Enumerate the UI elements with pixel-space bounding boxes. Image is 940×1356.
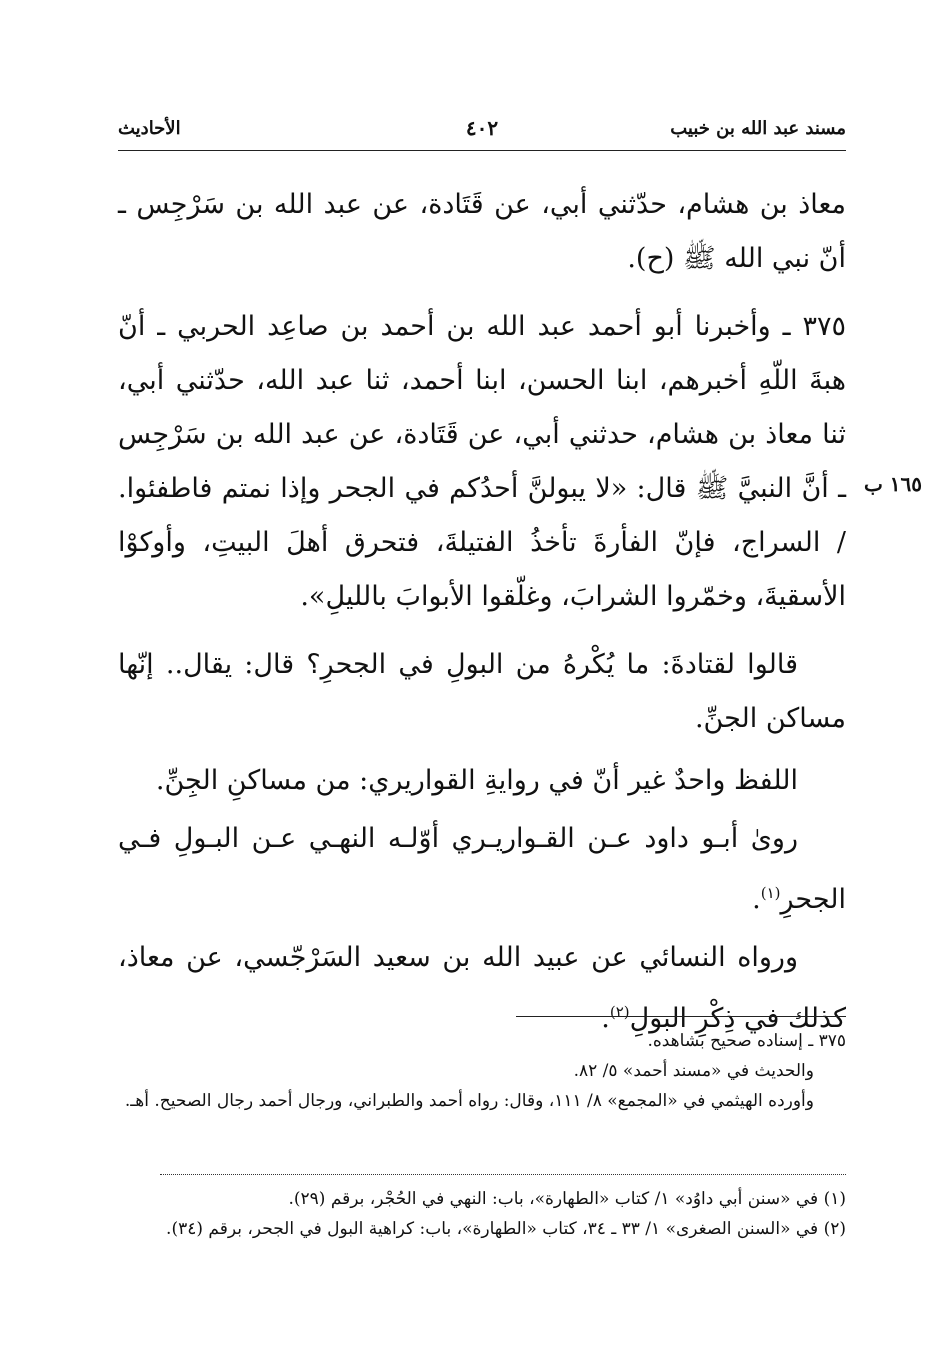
footnote-2: (٢) في «السنن الصغرى» ١/ ٣٣ ـ ٣٤، كتاب «الطهارة»، باب: كراهية البول في الجحر، برقم (٣٤).: [166, 1219, 846, 1239]
paragraph-1: معاذ بن هشام، حدّثني أبي، عن قَتَادة، عن عبد الله بن سَرْجِس ـ أنّ نبي الله ﷺ (ح).: [118, 189, 846, 274]
commentary: [118, 1026, 846, 1116]
footnote-ref-2: (٢): [609, 1003, 630, 1021]
paragraph-6: ورواه النسائي عن عبيد الله بن سعيد السَرْجّسي، عن معاذ، كذلك في ذِكْرِ البولِ$^{(٢)}$.: [118, 942, 846, 1034]
commentary-rule: [516, 1016, 846, 1017]
section-title: الأحاديث: [118, 118, 181, 139]
footnotes: [118, 1184, 846, 1244]
running-header: [118, 112, 846, 146]
paragraph-3: قالوا لقتادةَ: ما يُكْرهُ من البولِ في الجحرِ؟ قال: يقال.. إنّها مساكن الجنِّ.: [118, 649, 846, 734]
paragraph-hadith-375: ٣٧٥ ـ وأخبرنا أبو أحمد عبد الله بن أحمد بن صاعِد الحربي ـ أنّ هبةَ اللّهِ أخبرهم، ابنا الحسن، ابنا أحمد، ثنا عبد الله، حدّثني أبي، ثنا معاذ بن هشام، حدثني أبي، عن قَتَادة، عن عبد الله بن سَرْجِس ـ أنَّ النبيَّ ﷺ قال: «لا يبولنَّ أحدُكم في الجحر وإذا نمتم فاطفئوا. / السراج، فإنّ الفأرةَ تأخذُ الفتيلةَ، فتحرق أهلَ البيتِ، وأوكوْا الأسقيةَ، وخمّروا الشرابَ، وغلّقوا الأبوابَ بالليلِ».: [118, 311, 846, 612]
paragraph-6-text: ورواه النسائي عن عبيد الله بن سعيد السَرْجّسي، عن معاذ، كذلك في ذِكْرِ البولِ: [118, 942, 846, 1034]
footnote-rule: [160, 1174, 846, 1175]
book-title: مسند عبد الله بن خبيب: [670, 118, 846, 139]
page-number: ٤٠٢: [465, 116, 499, 140]
paragraph-5: رویٰ أبـو داود عـن القـواريـري أوّلـه النهـي عـن البـولِ فـي الجحرِ$^{(١)}$.: [118, 823, 846, 915]
paragraph-5-text: رویٰ أبـو داود عـن القـواريـري أوّلـه النهـي عـن البـولِ فـي الجحرِ: [118, 823, 846, 915]
commentary-line-2: والحديث في «مسند أحمد» ٥/ ٨٢.: [573, 1061, 814, 1081]
footnote-ref-1: (١): [760, 884, 781, 902]
header-rule: [118, 150, 846, 151]
paragraph-4: اللفظ واحدٌ غير أنّ في روايةِ القواريري: من مساكنِ الجِنِّ.: [155, 765, 798, 796]
manuscript-folio-marker: ١٦٥ ب: [863, 472, 922, 496]
main-text: [118, 178, 846, 1046]
footnote-1: (١) في «سنن أبي داوُد» ١/ كتاب «الطهارة»، باب: النهي في الحُجْر، برقم (٢٩).: [288, 1189, 846, 1209]
commentary-line-3: وأورده الهيثمي في «المجمع» ٨/ ١١١، وقال: رواه أحمد والطبراني، ورجال أحمد رجال الصحيح. أهـ.: [124, 1091, 814, 1111]
commentary-line-1: ٣٧٥ ـ إسناده صحيح بشاهده.: [647, 1031, 846, 1051]
